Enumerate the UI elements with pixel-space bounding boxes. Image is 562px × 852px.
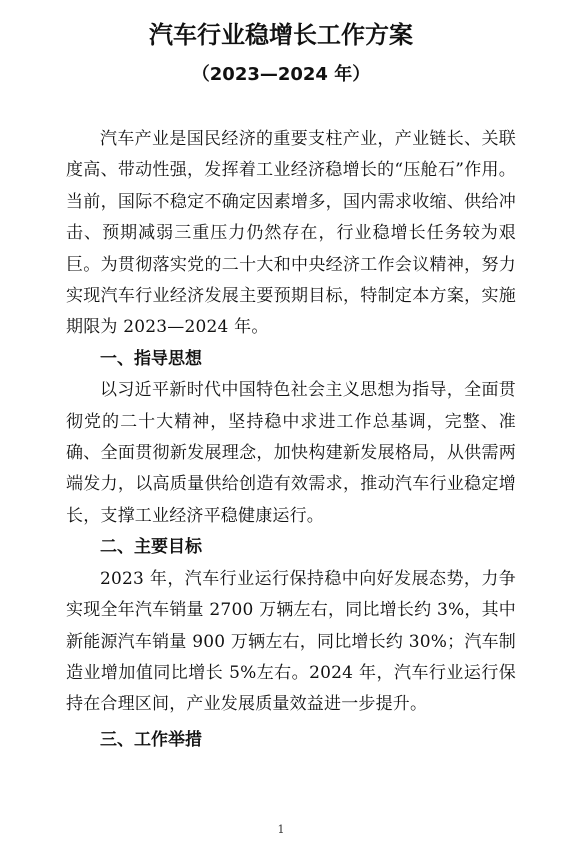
document-body [66,124,516,756]
section-heading-guiding-ideology: 一、指导思想 [100,348,202,369]
section-heading-main-goals: 二、主要目标 [100,537,202,558]
page-number: 1 [277,823,285,836]
document-title: 汽车行业稳增长工作方案 [149,21,413,49]
intro-paragraph: 汽车产业是国民经济的重要支柱产业，产业链长、关联度高、带动性强，发挥着工业经济稳增长的“压舱石”作用。当前，国际不稳定不确定因素增多，国内需求收缩、供给冲击、预期减弱三重压力仍然存在，行业稳增长任务较为艰巨。为贯彻落实党的二十大和中央经济工作会议精神，努力实现汽车行业经济发展主要预期目标，特制定本方案，实施期限为 2023—2024 年。 [66,129,516,338]
section-paragraph-guiding-ideology: 以习近平新时代中国特色社会主义思想为指导，全面贯彻党的二十大精神，坚持稳中求进工作总基调，完整、准确、全面贯彻新发展理念，加快构建新发展格局，从供需两端发力，以高质量供给创造有效需求，推动汽车行业稳定增长，支撑工业经济平稳健康运行。 [66,380,516,526]
section-heading-work-measures: 三、工作举措 [100,729,202,750]
document-subtitle: （2023—2024 年） [191,64,371,85]
section-paragraph-main-goals: 2023 年，汽车行业运行保持稳中向好发展态势，力争实现全年汽车销量 2700 万辆左右，同比增长约 3%，其中新能源汽车销量 900 万辆左右，同比增长约 30%；汽车制造业增加值同比增长 5%左右。2024 年，汽车行业运行保持在合理区间，产业发展质量效益进一步提升。 [66,568,516,715]
